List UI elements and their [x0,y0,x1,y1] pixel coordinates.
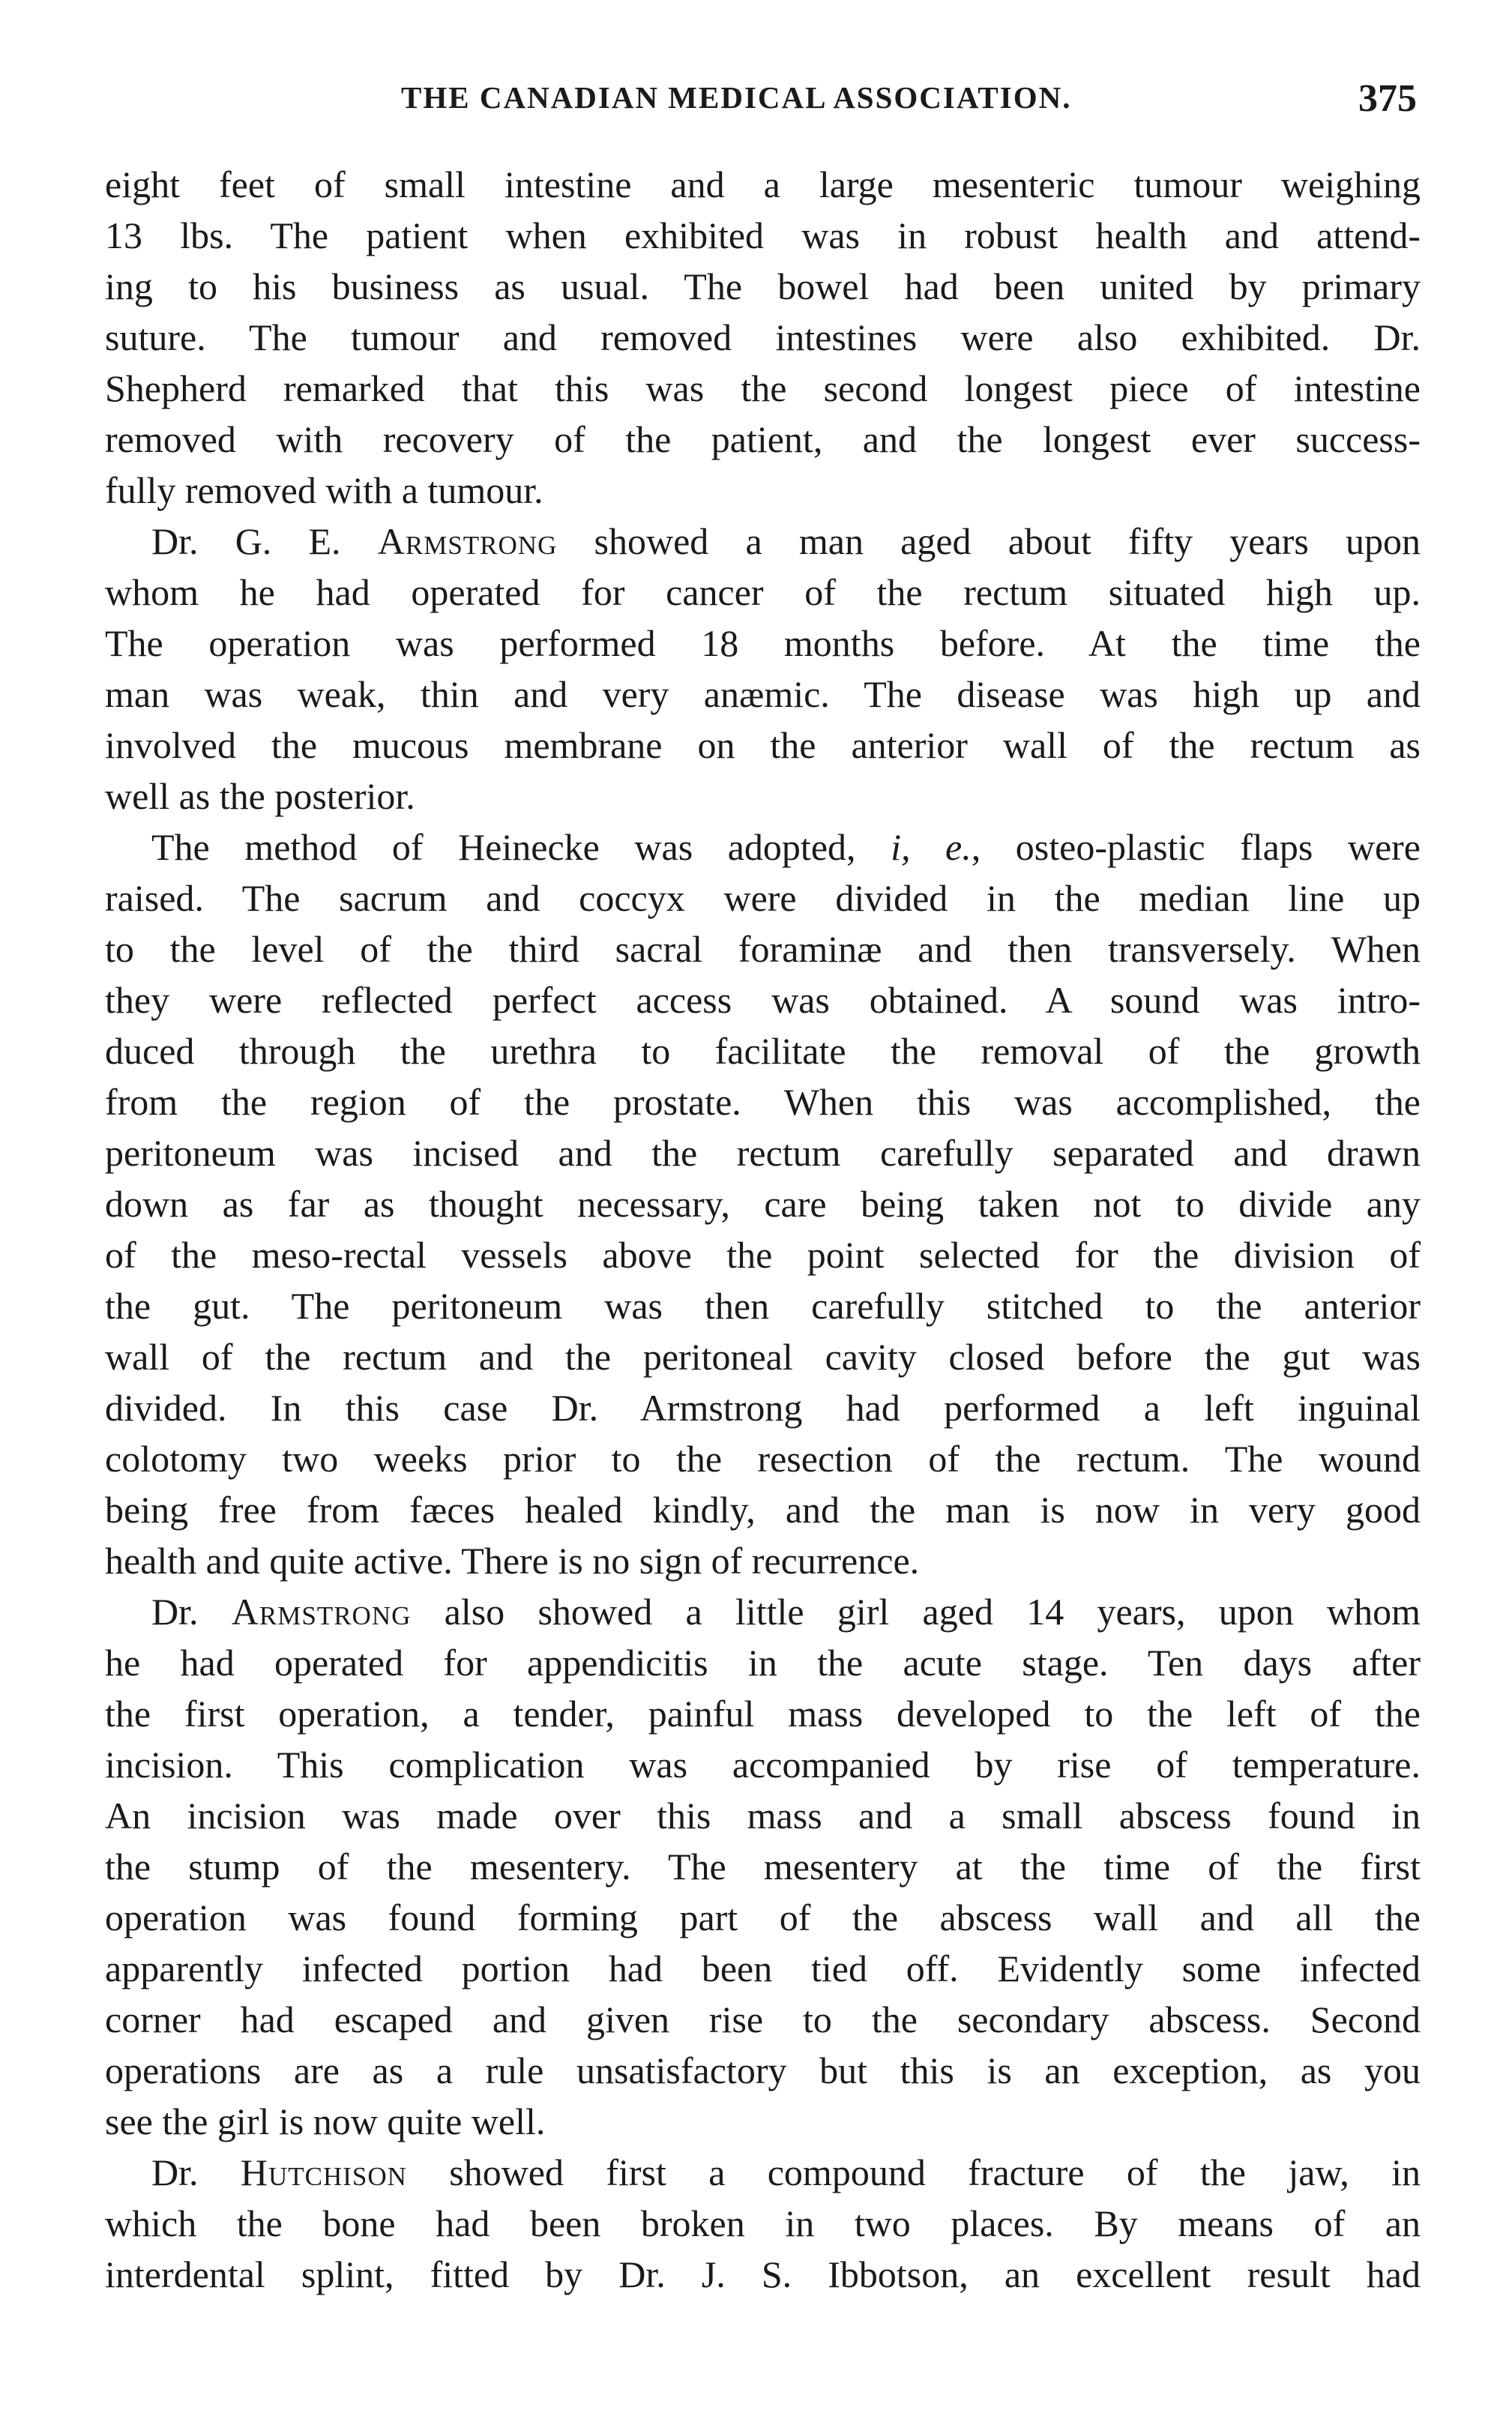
text-line: the first operation, a tender, painful mass developed to the left of the [105,1693,1421,1735]
text-line: 13 lbs. The patient when exhibited was in robust health and attend- [105,214,1421,256]
text-line: eight feet of small intestine and a large mesenteric tumour weighing [105,163,1421,205]
text-line: fully removed with a tumour. [105,469,543,511]
text-line: whom he had operated for cancer of the rectum situated high up. [105,571,1421,613]
text-line: The method of Heinecke was adopted, i, e., osteo-plastic flaps were [151,826,1421,868]
page-number: 375 [1358,77,1417,120]
text-line: they were reflected perfect access was obtained. A sound was intro- [105,979,1421,1021]
text-line: operation was found forming part of the abscess wall and all the [105,1897,1421,1939]
text-line: raised. The sacrum and coccyx were divided in the median line up [105,877,1421,919]
text-line: duced through the urethra to facilitate the removal of the growth [105,1030,1421,1072]
text-line: suture. The tumour and removed intestines were also exhibited. Dr. [105,316,1421,358]
text-line: from the region of the prostate. When this was accomplished, the [105,1081,1421,1123]
text-line: Dr. Hutchison showed first a compound fracture of the jaw, in [151,2151,1421,2193]
text-line: of the meso-rectal vessels above the point selected for the division of [105,1234,1421,1276]
page-header [105,79,1417,124]
text-line: peritoneum was incised and the rectum carefully separated and drawn [105,1132,1421,1174]
text-line: apparently infected portion had been tied off. Evidently some infected [105,1947,1421,1989]
text-line: incision. This complication was accompanied by rise of temperature. [105,1744,1421,1786]
text-line: Shepherd remarked that this was the second longest piece of intestine [105,367,1421,409]
text-line: being free from fæces healed kindly, and the man is now in very good [105,1489,1421,1531]
text-line: he had operated for appendicitis in the acute stage. Ten days after [105,1642,1421,1684]
text-line: Dr. Armstrong also showed a little girl aged 14 years, upon whom [151,1591,1421,1633]
text-line: involved the mucous membrane on the anterior wall of the rectum as [105,724,1421,766]
text-line: the stump of the mesentery. The mesentery at the time of the first [105,1846,1421,1888]
text-line: to the level of the third sacral foraminæ and then transversely. When [105,928,1421,970]
text-line: removed with recovery of the patient, and the longest ever success- [105,418,1421,460]
running-head: THE CANADIAN MEDICAL ASSOCIATION. [401,80,1072,115]
text-line: wall of the rectum and the peritoneal cavity closed before the gut was [105,1336,1421,1378]
text-line: see the girl is now quite well. [105,2100,546,2142]
paragraph [105,822,1421,1586]
text-line: An incision was made over this mass and a small abscess found in [105,1795,1421,1837]
text-line: well as the posterior. [105,775,415,817]
text-line: The operation was performed 18 months before. At the time the [105,622,1421,664]
text-line: Dr. G. E. Armstrong showed a man aged about fifty years upon [151,520,1421,562]
text-line: ing to his business as usual. The bowel had been united by primary [105,265,1421,307]
paragraph [105,2147,1421,2300]
text-line: the gut. The peritoneum was then carefully stitched to the anterior [105,1285,1421,1327]
paragraph [105,516,1421,822]
text-line: health and quite active. There is no sign of recurrence. [105,1540,920,1582]
paragraph [105,159,1421,516]
text-line: operations are as a rule unsatisfactory but this is an exception, as you [105,2049,1421,2091]
text-line: man was weak, thin and very anæmic. The disease was high up and [105,673,1421,715]
body-text [105,159,1421,2300]
text-line: colotomy two weeks prior to the resection of the rectum. The wound [105,1438,1421,1480]
text-line: which the bone had been broken in two places. By means of an [105,2202,1421,2244]
text-line: down as far as thought necessary, care being taken not to divide any [105,1183,1421,1225]
text-line: corner had escaped and given rise to the secondary abscess. Second [105,1998,1421,2040]
paragraph [105,1586,1421,2147]
text-line: divided. In this case Dr. Armstrong had performed a left inguinal [105,1387,1421,1429]
text-line: interdental splint, fitted by Dr. J. S. Ibbotson, an excellent result had [105,2253,1421,2295]
